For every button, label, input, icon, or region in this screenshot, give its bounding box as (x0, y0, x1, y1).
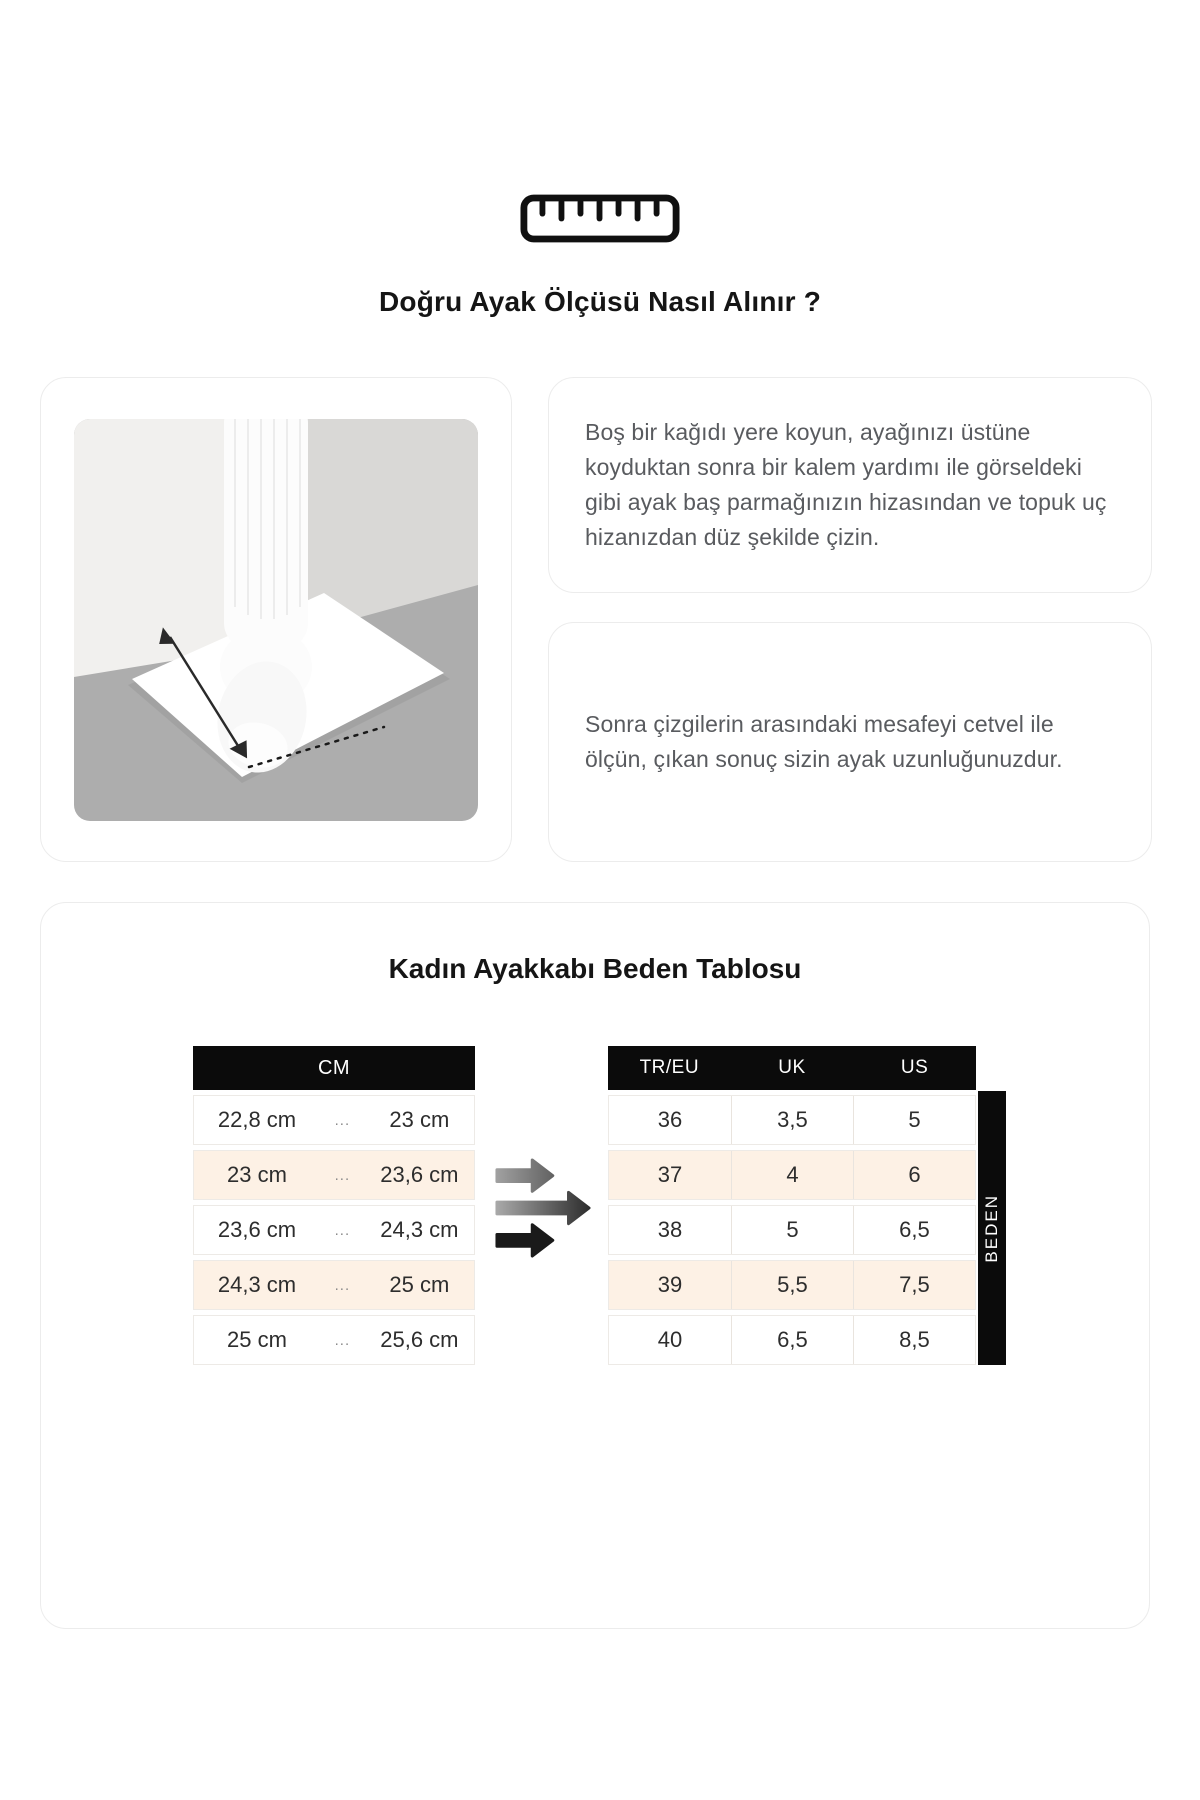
table-row: 37 4 6 (608, 1150, 976, 1200)
table-row: 22,8 cm ... 23 cm (193, 1095, 475, 1145)
instruction-card-1 (548, 377, 1152, 593)
table-row: 23,6 cm ... 24,3 cm (193, 1205, 475, 1255)
col-header-uk: UK (778, 1057, 806, 1078)
table-row: 38 5 6,5 (608, 1205, 976, 1255)
table-row: 23 cm ... 23,6 cm (193, 1150, 475, 1200)
cm-table-header: CM (193, 1046, 475, 1090)
ruler-icon (0, 194, 1200, 243)
table-row: 24,3 cm ... 25 cm (193, 1260, 475, 1310)
size-table-title: Kadın Ayakkabı Beden Tablosu (388, 953, 802, 984)
size-table-card (40, 902, 1150, 1629)
table-row: 39 5,5 7,5 (608, 1260, 976, 1310)
size-table-header-row (608, 1046, 976, 1090)
arrows-right-icon (494, 1158, 592, 1258)
cm-table (193, 1046, 475, 1365)
instruction-text-1: Boş bir kağıdı yere koyun, ayağınızı üstüne koyduktan sonra bir kalem yardımı ile görseldeki gibi ayak baş parmağınızın hizasından ve topuk uç hizanızdan düz şekilde çizin. (585, 419, 1107, 550)
instruction-card-2 (548, 622, 1152, 862)
foot-measurement-photo (74, 419, 478, 821)
col-header-us: US (900, 1057, 929, 1078)
col-header-tr-eu: TR/EU (639, 1057, 700, 1078)
size-conversion-table (608, 1046, 976, 1365)
beden-side-label: BEDEN (978, 1091, 1006, 1365)
table-row: 25 cm ... 25,6 cm (193, 1315, 475, 1365)
page-title: Doğru Ayak Ölçüsü Nasıl Alınır ? (378, 286, 822, 317)
table-row: 36 3,5 5 (608, 1095, 976, 1145)
measurement-photo-card (40, 377, 512, 862)
table-row: 40 6,5 8,5 (608, 1315, 976, 1365)
instruction-text-2: Sonra çizgilerin arasındaki mesafeyi cetvel ile ölçün, çıkan sonuç sizin ayak uzunluğunuzdur. (585, 711, 1063, 772)
